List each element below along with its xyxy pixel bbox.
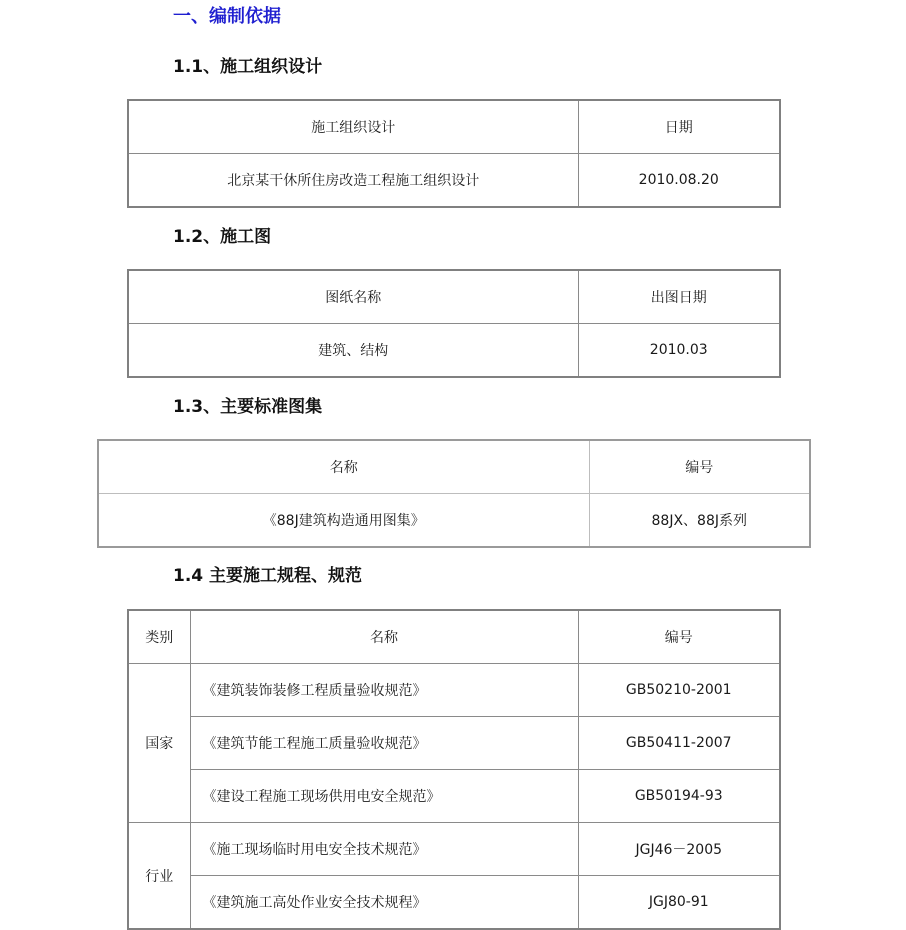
table-row xyxy=(128,876,780,930)
table-cell: 2010.03 xyxy=(578,324,780,378)
table-cell: GB50194-93 xyxy=(578,770,780,823)
table-row xyxy=(128,717,780,770)
header-cell: 施工组织设计 xyxy=(128,100,578,154)
table-cell: 《建设工程施工现场供用电安全规范》 xyxy=(190,770,578,823)
standard-atlas-table xyxy=(97,439,811,548)
subsection-title-1-3: 1.3、主要标准图集 xyxy=(173,397,323,417)
table-row xyxy=(128,664,780,717)
header-cell: 类别 xyxy=(128,610,190,664)
header-cell: 名称 xyxy=(98,440,589,494)
category-cell: 行业 xyxy=(128,823,190,930)
table-cell: 《88J建筑构造通用图集》 xyxy=(98,494,589,548)
table-cell: 2010.08.20 xyxy=(578,154,780,208)
table-cell: 北京某干休所住房改造工程施工组织设计 xyxy=(128,154,578,208)
table-cell: 《建筑施工高处作业安全技术规程》 xyxy=(190,876,578,930)
table-cell: JGJ80-91 xyxy=(578,876,780,930)
drawings-table xyxy=(127,269,781,378)
table-cell: 88JX、88J系列 xyxy=(589,494,810,548)
subsection-title-1-2: 1.2、施工图 xyxy=(173,227,272,247)
table-header-row xyxy=(128,100,780,154)
table-cell: GB50411-2007 xyxy=(578,717,780,770)
category-cell: 国家 xyxy=(128,664,190,823)
table-row xyxy=(98,494,810,548)
header-cell: 日期 xyxy=(578,100,780,154)
construction-design-table xyxy=(127,99,781,208)
specifications-table xyxy=(127,609,781,930)
table-cell: 《建筑装饰装修工程质量验收规范》 xyxy=(190,664,578,717)
subsection-title-1-4: 1.4 主要施工规程、规范 xyxy=(173,566,363,586)
table-row xyxy=(128,823,780,876)
table-row xyxy=(128,324,780,378)
table-header-row xyxy=(128,270,780,324)
header-cell: 图纸名称 xyxy=(128,270,578,324)
table-cell: GB50210-2001 xyxy=(578,664,780,717)
subsection-title-1-1: 1.1、施工组织设计 xyxy=(173,57,323,77)
table-cell: 《施工现场临时用电安全技术规范》 xyxy=(190,823,578,876)
header-cell: 名称 xyxy=(190,610,578,664)
header-cell: 编号 xyxy=(578,610,780,664)
table-row xyxy=(128,154,780,208)
header-cell: 编号 xyxy=(589,440,810,494)
table-cell: 《建筑节能工程施工质量验收规范》 xyxy=(190,717,578,770)
table-cell: JGJ46－2005 xyxy=(578,823,780,876)
table-cell: 建筑、结构 xyxy=(128,324,578,378)
header-cell: 出图日期 xyxy=(578,270,780,324)
table-header-row xyxy=(98,440,810,494)
table-header-row xyxy=(128,610,780,664)
table-row xyxy=(128,770,780,823)
section-heading: 一、编制依据 xyxy=(173,6,281,27)
